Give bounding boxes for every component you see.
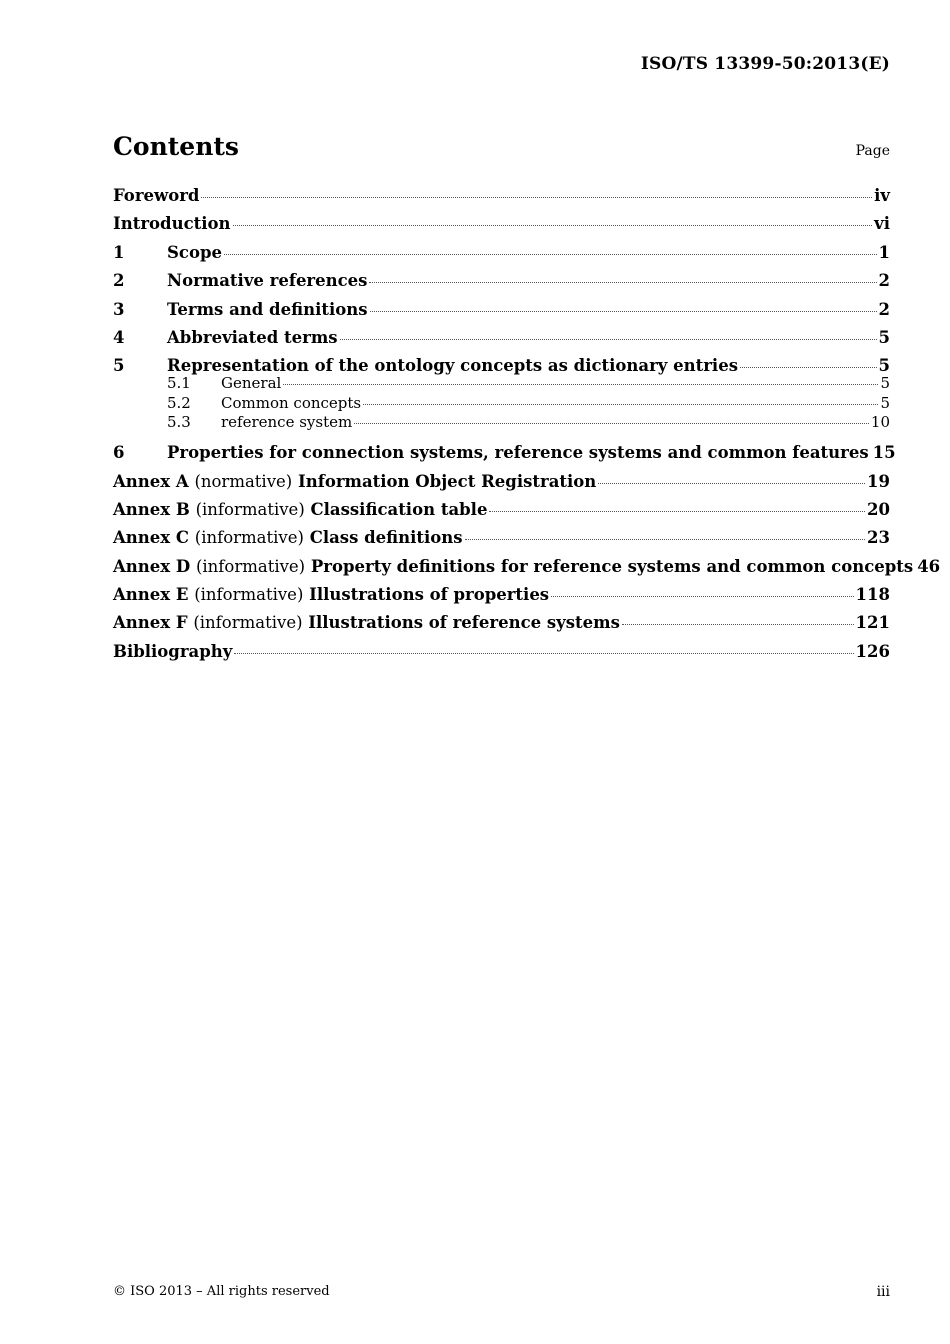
toc-entry-title: Illustrations of properties	[309, 585, 550, 605]
toc-entry-title: Normative references	[167, 271, 368, 291]
toc-entry-reference-system[interactable]	[113, 413, 890, 441]
toc-header	[113, 132, 890, 166]
dot-leader	[740, 366, 877, 368]
toc-entry-page: 2	[878, 299, 890, 319]
dot-leader	[201, 196, 872, 198]
toc-entry-title: Information Object Registration	[298, 471, 597, 491]
toc-entry-representation[interactable]	[113, 354, 890, 374]
toc-entry-annex-c[interactable]	[113, 526, 890, 554]
toc-entry-page: iv	[874, 186, 890, 205]
annex-type: (informative)	[195, 556, 306, 576]
annex-label: Annex B	[113, 499, 190, 519]
toc-entry-title: Property definitions for reference systems and common concepts	[310, 556, 914, 576]
toc-entry-number: 5	[113, 356, 125, 376]
toc-entry-page: 46	[917, 556, 941, 576]
dot-leader	[598, 482, 865, 484]
toc-entry-page: 15	[872, 443, 896, 463]
toc-entry-page: 5	[878, 356, 890, 376]
toc-entry-introduction[interactable]	[113, 212, 890, 240]
toc-entry-page: 126	[855, 641, 890, 661]
toc-entry-page: 5	[880, 393, 890, 412]
table-of-contents	[113, 184, 941, 668]
toc-entry-title: General	[221, 373, 282, 392]
toc-entry-number: 6	[113, 443, 125, 463]
annex-type: (informative)	[193, 613, 303, 633]
toc-entry-page: 20	[867, 499, 890, 519]
toc-entry-scope[interactable]	[113, 241, 890, 269]
dot-leader	[622, 623, 854, 625]
toc-entry-abbreviated-terms[interactable]	[113, 326, 890, 354]
toc-entry-title: Properties for connection systems, reference systems and common features	[167, 443, 869, 463]
dot-leader	[363, 403, 878, 405]
toc-entry-page: 2	[878, 271, 890, 291]
toc-entry-page: 10	[870, 413, 890, 432]
toc-entry-number: 1	[113, 242, 125, 262]
toc-entry-title: Introduction	[113, 214, 231, 234]
toc-entry-normative-references[interactable]	[113, 269, 890, 297]
toc-entry-number: 2	[113, 271, 125, 291]
toc-entry-annex-f[interactable]	[113, 611, 890, 639]
document-id: ISO/TS 13399-50:2013(E)	[640, 54, 890, 74]
dot-leader	[551, 595, 853, 597]
toc-entry-title: Classification table	[310, 499, 488, 519]
contents-title: Contents	[113, 132, 240, 161]
annex-label: Annex C	[113, 528, 190, 548]
toc-entry-title: Scope	[167, 242, 223, 262]
toc-entry-page: 5	[880, 373, 890, 392]
toc-entry-number: 5.1	[167, 373, 191, 392]
toc-entry-annex-d[interactable]	[113, 555, 941, 583]
dot-leader	[340, 338, 877, 340]
toc-entry-page: 19	[867, 471, 890, 491]
toc-entry-title: Class definitions	[309, 528, 463, 548]
toc-entry-title: Foreword	[113, 186, 200, 205]
dot-leader	[465, 538, 865, 540]
annex-label: Annex D	[113, 556, 191, 576]
page-column-label: Page	[855, 143, 890, 159]
toc-entry-bibliography[interactable]	[113, 640, 890, 668]
toc-entry-title: Representation of the ontology concepts as dictionary entries	[167, 356, 738, 376]
dot-leader	[224, 253, 877, 255]
toc-entry-title: Illustrations of reference systems	[308, 613, 620, 633]
annex-type: (informative)	[194, 528, 304, 548]
toc-entry-title: Bibliography	[113, 641, 233, 661]
dot-leader	[233, 224, 873, 226]
toc-entry-page: 118	[855, 585, 890, 605]
toc-entry-annex-e[interactable]	[113, 583, 890, 611]
toc-entry-page: 1	[878, 242, 890, 262]
toc-entry-page: 121	[855, 613, 890, 633]
toc-entry-number: 4	[113, 327, 125, 347]
toc-entry-title: Terms and definitions	[167, 299, 368, 319]
toc-entry-title: Common concepts	[221, 393, 362, 412]
toc-entry-number: 3	[113, 299, 125, 319]
page-footer	[113, 1284, 890, 1302]
toc-entry-foreword[interactable]	[113, 184, 890, 212]
annex-type: (normative)	[194, 471, 293, 491]
toc-entry-title: reference system	[221, 413, 353, 432]
toc-entry-common-concepts[interactable]	[113, 394, 890, 414]
toc-entry-page: 5	[878, 327, 890, 347]
toc-entry-number: 5.2	[167, 393, 191, 412]
page-number: iii	[876, 1284, 890, 1300]
dot-leader	[489, 510, 865, 512]
toc-entry-page: 23	[867, 528, 890, 548]
copyright-notice: © ISO 2013 – All rights reserved	[113, 1284, 330, 1299]
toc-entry-terms-and-definitions[interactable]	[113, 298, 890, 326]
annex-type: (informative)	[195, 499, 305, 519]
dot-leader	[370, 310, 877, 312]
toc-entry-number: 5.3	[167, 413, 191, 432]
dot-leader	[369, 281, 876, 283]
toc-entry-properties[interactable]	[113, 441, 896, 469]
toc-entry-annex-a[interactable]	[113, 470, 890, 498]
toc-entry-annex-b[interactable]	[113, 498, 890, 526]
dot-leader	[354, 422, 869, 424]
annex-label: Annex F	[113, 613, 188, 633]
annex-label: Annex E	[113, 585, 189, 605]
annex-label: Annex A	[113, 471, 189, 491]
dot-leader	[234, 652, 853, 654]
toc-entry-page: vi	[874, 214, 890, 234]
dot-leader	[283, 383, 878, 385]
annex-type: (informative)	[194, 585, 304, 605]
toc-entry-title: Abbreviated terms	[167, 327, 338, 347]
